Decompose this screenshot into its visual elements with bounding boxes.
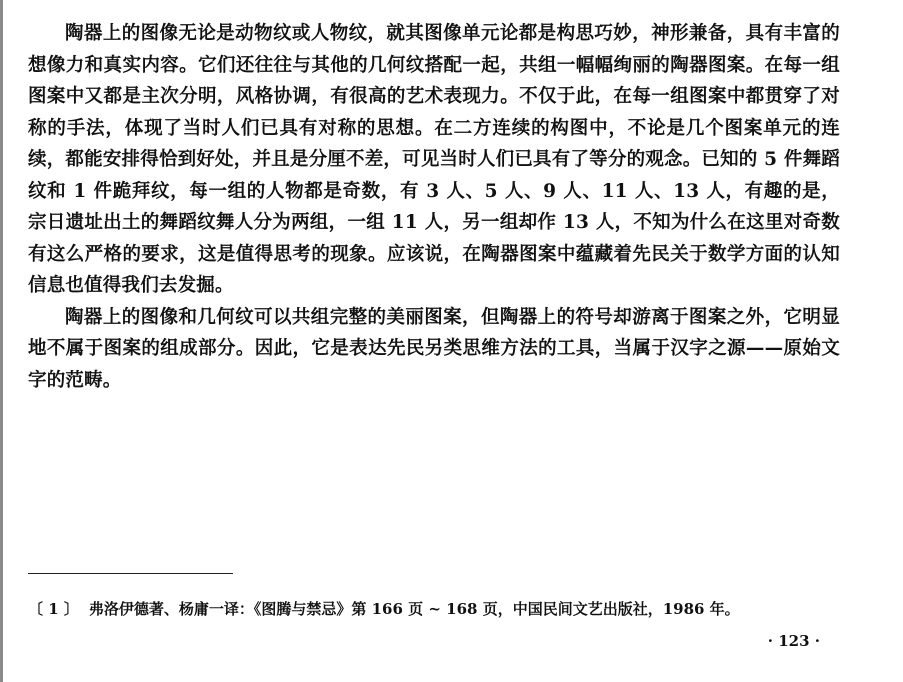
paragraph-1: 陶器上的图像无论是动物纹或人物纹，就其图像单元论都是构思巧妙，神形兼备，具有丰富的想像力和真实内容。它们还往往与其他的几何纹搭配一起，共组一幅幅绚丽的陶器图案。在每一组图案中又都是主次分明，风格协调，有很高的艺术表现力。不仅于此，在每一组图案中都贯穿了对称的手法，体现了当时人们已具有对称的思想。在二方连续的构图中，不论是几个图案单元的连续，都能安排得恰到好处，并且是分厘不差，可见当时人们已具有了等分的观念。已知的 5 件舞蹈纹和 1 件跪拜纹，每一组的人物都是奇数，有 3 人、5 人、9 人、11 人、13 人，有趣的是，宗日遗址出土的舞蹈纹舞人分为两组，一组 11 人，另一组却作 13 人，不知为什么在这里对奇数有这么严格的要求，这是值得思考的现象。应该说，在陶器图案中蕴藏着先民关于数学方面的认知信息也值得我们去发掘。 xyxy=(28,23,840,296)
paragraph-2: 陶器上的图像和几何纹可以共组完整的美丽图案，但陶器上的符号却游离于图案之外，它明显地不属于图案的组成部分。因此，它是表达先民另类思维方法的工具，当属于汉字之源——原始文字的范畴。 xyxy=(28,306,840,391)
body-text xyxy=(28,18,840,396)
footnote xyxy=(28,598,840,620)
footnote-text: 弗洛伊德著、杨庸一译：《图腾与禁忌》第 166 页 ~ 168 页，中国民间文艺出版社，1986 年。 xyxy=(88,600,740,618)
document-page xyxy=(28,18,840,668)
page-number: · 123 · xyxy=(767,632,820,650)
footnote-marker: 〔 1 〕 xyxy=(28,600,79,618)
footnote-divider xyxy=(28,573,233,574)
page-left-edge xyxy=(0,0,3,682)
